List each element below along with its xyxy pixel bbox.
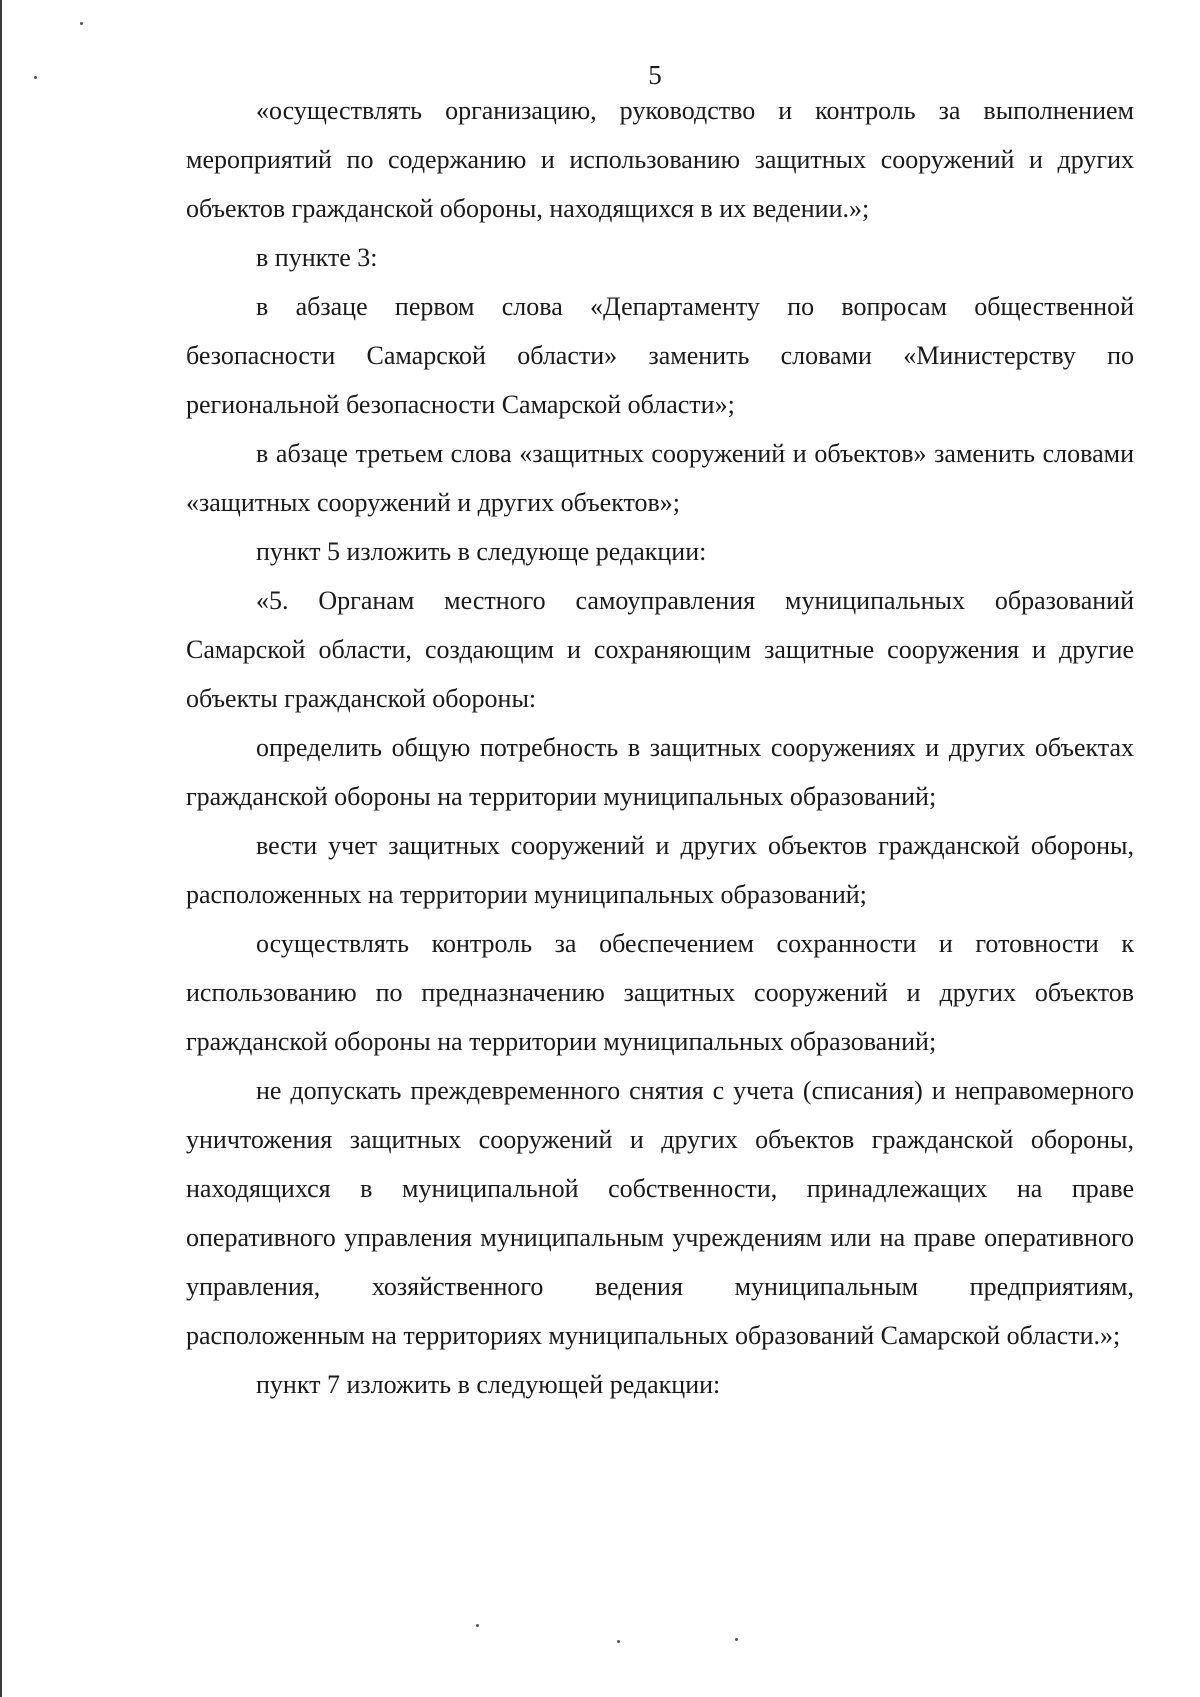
paragraph: «осуществлять организацию, руководство и контроль за выполнением мероприятий по содержанию и использованию защитных сооружений и других объектов гражданской обороны, находящихся в их ведении.»; bbox=[186, 96, 1134, 223]
paragraph: в пункте 3: bbox=[256, 243, 378, 272]
scan-speck bbox=[476, 1624, 479, 1627]
paragraph: не допускать преждевременного снятия с учета (списания) и неправомерного уничтожения защитных сооружений и других объектов гражданской обороны, находящихся в муниципальной собственности, принадлежащих на праве оперативного управления муниципальным учреждениям или на праве оперативного управления, хозяйственного ведения муниципальным предприятиям, расположенным на территориях муниципальных образований Самарской области.»; bbox=[186, 1076, 1134, 1350]
paragraph: пункт 7 изложить в следующей редакции: bbox=[256, 1370, 721, 1399]
paragraph: в абзаце третьем слова «защитных сооружений и объектов» заменить словами «защитных сооружений и других объектов»; bbox=[186, 439, 1134, 517]
scan-speck bbox=[735, 1638, 738, 1641]
paragraph: определить общую потребность в защитных сооружениях и других объектах гражданской обороны на территории муниципальных образований; bbox=[186, 733, 1134, 811]
page-number: 5 bbox=[648, 60, 662, 90]
paragraph: пункт 5 изложить в следующе редакции: bbox=[256, 537, 707, 566]
paragraph: вести учет защитных сооружений и других объектов гражданской обороны, расположенных на территории муниципальных образований; bbox=[186, 831, 1134, 909]
paragraph: осуществлять контроль за обеспечением сохранности и готовности к использованию по предназначению защитных сооружений и других объектов гражданской обороны на территории муниципальных образований; bbox=[186, 929, 1134, 1056]
paragraph: «5. Органам местного самоуправления муниципальных образований Самарской области, создающим и сохраняющим защитные сооружения и другие объекты гражданской обороны: bbox=[186, 586, 1134, 713]
paragraph: в абзаце первом слова «Департаменту по вопросам общественной безопасности Самарской области» заменить словами «Министерству по региональной безопасности Самарской области»; bbox=[186, 292, 1134, 419]
scan-speck bbox=[617, 1640, 620, 1643]
scan-speck bbox=[80, 22, 83, 25]
document-body bbox=[186, 86, 1134, 1409]
scan-edge-line bbox=[0, 0, 2, 1697]
